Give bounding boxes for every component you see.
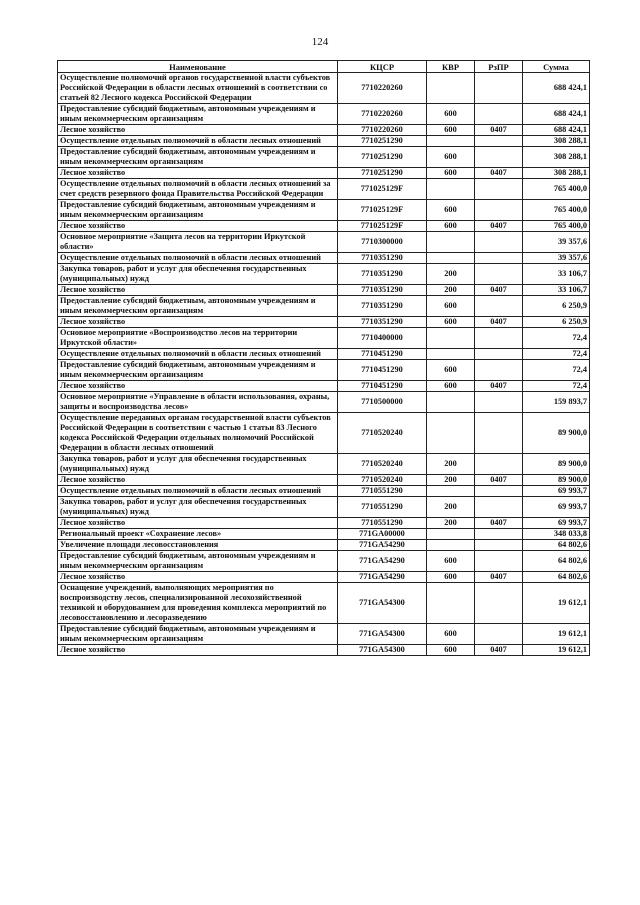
cell-kcsr: 7710551290 xyxy=(338,497,427,518)
cell-rzpr xyxy=(475,253,523,264)
column-header-rzpr: РзПР xyxy=(475,61,523,73)
cell-sum: 765 400,0 xyxy=(523,179,590,200)
table-row xyxy=(58,125,590,136)
cell-rzpr xyxy=(475,232,523,253)
cell-kvr: 600 xyxy=(427,125,475,136)
cell-kcsr: 7710351290 xyxy=(338,253,427,264)
cell-kcsr: 7710451290 xyxy=(338,360,427,381)
table-row xyxy=(58,253,590,264)
cell-kcsr: 7710551290 xyxy=(338,486,427,497)
cell-name: Предоставление субсидий бюджетным, автономным учреждениям и иным некоммерческим организациям xyxy=(58,147,338,168)
cell-kcsr: 771GA54300 xyxy=(338,645,427,656)
cell-name: Осуществление отдельных полномочий в области лесных отношений xyxy=(58,486,338,497)
table-row xyxy=(58,540,590,551)
cell-name: Лесное хозяйство xyxy=(58,221,338,232)
cell-rzpr xyxy=(475,136,523,147)
cell-kvr xyxy=(427,583,475,624)
cell-kvr xyxy=(427,529,475,540)
cell-rzpr: 0407 xyxy=(475,518,523,529)
cell-rzpr xyxy=(475,486,523,497)
cell-rzpr xyxy=(475,413,523,454)
cell-rzpr xyxy=(475,328,523,349)
cell-kvr: 200 xyxy=(427,475,475,486)
table-row xyxy=(58,497,590,518)
cell-sum: 64 802,6 xyxy=(523,572,590,583)
cell-name: Осуществление отдельных полномочий в области лесных отношений за счет средств резервного фонда Правительства Российской Федерации xyxy=(58,179,338,200)
cell-name: Лесное хозяйство xyxy=(58,317,338,328)
cell-name: Осуществление отдельных полномочий в области лесных отношений xyxy=(58,136,338,147)
cell-kcsr: 771025129F xyxy=(338,200,427,221)
cell-sum: 308 288,1 xyxy=(523,168,590,179)
cell-rzpr xyxy=(475,551,523,572)
cell-sum: 33 106,7 xyxy=(523,264,590,285)
cell-kvr: 600 xyxy=(427,147,475,168)
cell-kvr xyxy=(427,413,475,454)
cell-name: Предоставление субсидий бюджетным, автономным учреждениям и иным некоммерческим организациям xyxy=(58,624,338,645)
cell-kvr: 600 xyxy=(427,200,475,221)
column-header-kvr: КВР xyxy=(427,61,475,73)
cell-name: Региональный проект «Сохранение лесов» xyxy=(58,529,338,540)
cell-kvr: 200 xyxy=(427,454,475,475)
table-row xyxy=(58,551,590,572)
cell-rzpr xyxy=(475,454,523,475)
cell-kvr: 600 xyxy=(427,551,475,572)
cell-sum: 688 424,1 xyxy=(523,73,590,104)
cell-kcsr: 7710520240 xyxy=(338,475,427,486)
cell-sum: 69 993,7 xyxy=(523,518,590,529)
cell-sum: 72,4 xyxy=(523,381,590,392)
cell-name: Осуществление отдельных полномочий в области лесных отношений xyxy=(58,253,338,264)
cell-kcsr: 771025129F xyxy=(338,221,427,232)
table-row xyxy=(58,73,590,104)
table-row xyxy=(58,360,590,381)
column-header-kcsr: КЦСР xyxy=(338,61,427,73)
cell-sum: 33 106,7 xyxy=(523,285,590,296)
cell-name: Осуществление полномочий органов государственной власти субъектов Российской Федерации в области лесных отношений в соответствии со статьей 82 Лесного кодекса Российской Федерации xyxy=(58,73,338,104)
table-row xyxy=(58,518,590,529)
table-row xyxy=(58,392,590,413)
cell-kcsr: 771025129F xyxy=(338,179,427,200)
column-header-name: Наименование xyxy=(58,61,338,73)
table-row xyxy=(58,232,590,253)
cell-rzpr: 0407 xyxy=(475,317,523,328)
cell-sum: 6 250,9 xyxy=(523,317,590,328)
cell-name: Лесное хозяйство xyxy=(58,285,338,296)
cell-sum: 348 033,8 xyxy=(523,529,590,540)
cell-rzpr xyxy=(475,349,523,360)
cell-kcsr: 7710451290 xyxy=(338,381,427,392)
cell-kvr: 200 xyxy=(427,518,475,529)
cell-kvr: 600 xyxy=(427,624,475,645)
cell-name: Осуществление отдельных полномочий в области лесных отношений xyxy=(58,349,338,360)
table-row xyxy=(58,583,590,624)
cell-name: Предоставление субсидий бюджетным, автономным учреждениям и иным некоммерческим организациям xyxy=(58,104,338,125)
cell-kcsr: 7710500000 xyxy=(338,392,427,413)
cell-kvr: 200 xyxy=(427,497,475,518)
table-body xyxy=(58,73,590,656)
cell-sum: 19 612,1 xyxy=(523,645,590,656)
cell-kvr: 600 xyxy=(427,645,475,656)
cell-kvr: 200 xyxy=(427,285,475,296)
cell-kcsr: 7710251290 xyxy=(338,168,427,179)
cell-sum: 765 400,0 xyxy=(523,221,590,232)
cell-kcsr: 7710251290 xyxy=(338,147,427,168)
table-row xyxy=(58,221,590,232)
cell-sum: 308 288,1 xyxy=(523,147,590,168)
cell-kcsr: 771GA54290 xyxy=(338,540,427,551)
cell-kcsr: 7710351290 xyxy=(338,285,427,296)
cell-kcsr: 7710220260 xyxy=(338,125,427,136)
cell-rzpr: 0407 xyxy=(475,645,523,656)
cell-rzpr xyxy=(475,200,523,221)
table-row xyxy=(58,349,590,360)
cell-sum: 64 802,6 xyxy=(523,551,590,572)
cell-rzpr: 0407 xyxy=(475,168,523,179)
cell-name: Лесное хозяйство xyxy=(58,645,338,656)
table-row xyxy=(58,296,590,317)
cell-name: Предоставление субсидий бюджетным, автономным учреждениям и иным некоммерческим организациям xyxy=(58,296,338,317)
cell-name: Лесное хозяйство xyxy=(58,572,338,583)
table-row xyxy=(58,381,590,392)
table-row xyxy=(58,317,590,328)
cell-kvr: 600 xyxy=(427,381,475,392)
table-row xyxy=(58,413,590,454)
cell-sum: 159 893,7 xyxy=(523,392,590,413)
cell-kvr xyxy=(427,540,475,551)
cell-rzpr xyxy=(475,296,523,317)
table-row xyxy=(58,624,590,645)
cell-kcsr: 7710400000 xyxy=(338,328,427,349)
cell-rzpr xyxy=(475,497,523,518)
cell-name: Предоставление субсидий бюджетным, автономным учреждениям и иным некоммерческим организациям xyxy=(58,200,338,221)
cell-rzpr xyxy=(475,624,523,645)
cell-kcsr: 7710551290 xyxy=(338,518,427,529)
cell-sum: 69 993,7 xyxy=(523,497,590,518)
cell-sum: 69 993,7 xyxy=(523,486,590,497)
cell-name: Лесное хозяйство xyxy=(58,381,338,392)
cell-name: Увеличение площади лесовосстановления xyxy=(58,540,338,551)
cell-kcsr: 771GA54290 xyxy=(338,572,427,583)
cell-name: Лесное хозяйство xyxy=(58,168,338,179)
cell-rzpr xyxy=(475,360,523,381)
cell-sum: 688 424,1 xyxy=(523,104,590,125)
cell-kcsr: 7710351290 xyxy=(338,317,427,328)
cell-kvr xyxy=(427,73,475,104)
budget-table xyxy=(57,60,590,656)
cell-sum: 19 612,1 xyxy=(523,583,590,624)
cell-kvr: 600 xyxy=(427,296,475,317)
cell-rzpr: 0407 xyxy=(475,221,523,232)
cell-name: Лесное хозяйство xyxy=(58,125,338,136)
cell-rzpr: 0407 xyxy=(475,572,523,583)
cell-sum: 72,4 xyxy=(523,360,590,381)
cell-sum: 72,4 xyxy=(523,328,590,349)
cell-name: Закупка товаров, работ и услуг для обеспечения государственных (муниципальных) нужд xyxy=(58,454,338,475)
cell-kvr xyxy=(427,392,475,413)
table-row xyxy=(58,179,590,200)
table-row xyxy=(58,645,590,656)
cell-kvr xyxy=(427,486,475,497)
cell-sum: 64 802,6 xyxy=(523,540,590,551)
cell-rzpr: 0407 xyxy=(475,475,523,486)
cell-rzpr xyxy=(475,529,523,540)
cell-sum: 308 288,1 xyxy=(523,136,590,147)
cell-name: Основное мероприятие «Управление в области использования, охраны, защиты и воспроизводства лесов» xyxy=(58,392,338,413)
cell-rzpr xyxy=(475,540,523,551)
cell-rzpr xyxy=(475,147,523,168)
cell-kcsr: 7710220260 xyxy=(338,104,427,125)
cell-kcsr: 7710520240 xyxy=(338,413,427,454)
table-row xyxy=(58,147,590,168)
cell-kcsr: 771GA54290 xyxy=(338,551,427,572)
cell-name: Лесное хозяйство xyxy=(58,518,338,529)
cell-kvr: 600 xyxy=(427,317,475,328)
cell-name: Оснащение учреждений, выполняющих мероприятия по воспроизводству лесов, специализированной лесохозяйственной техникой и оборудованием для проведения комплекса мероприятий по лесовосстановлению и лесоразведению xyxy=(58,583,338,624)
cell-rzpr: 0407 xyxy=(475,125,523,136)
table-row xyxy=(58,572,590,583)
table-row xyxy=(58,200,590,221)
cell-name: Предоставление субсидий бюджетным, автономным учреждениям и иным некоммерческим организациям xyxy=(58,360,338,381)
cell-kcsr: 7710300000 xyxy=(338,232,427,253)
cell-kvr: 600 xyxy=(427,168,475,179)
cell-name: Лесное хозяйство xyxy=(58,475,338,486)
cell-kcsr: 7710451290 xyxy=(338,349,427,360)
cell-kvr: 200 xyxy=(427,264,475,285)
cell-name: Основное мероприятие «Защита лесов на территории Иркутской области» xyxy=(58,232,338,253)
cell-kcsr: 771GA00000 xyxy=(338,529,427,540)
table-row xyxy=(58,136,590,147)
cell-rzpr xyxy=(475,392,523,413)
cell-kcsr: 7710351290 xyxy=(338,296,427,317)
cell-name: Закупка товаров, работ и услуг для обеспечения государственных (муниципальных) нужд xyxy=(58,497,338,518)
cell-name: Закупка товаров, работ и услуг для обеспечения государственных (муниципальных) нужд xyxy=(58,264,338,285)
cell-sum: 89 900,0 xyxy=(523,475,590,486)
cell-rzpr: 0407 xyxy=(475,381,523,392)
table-row xyxy=(58,104,590,125)
cell-rzpr xyxy=(475,73,523,104)
cell-sum: 688 424,1 xyxy=(523,125,590,136)
cell-kvr xyxy=(427,179,475,200)
cell-rzpr: 0407 xyxy=(475,285,523,296)
cell-sum: 6 250,9 xyxy=(523,296,590,317)
cell-kcsr: 771GA54300 xyxy=(338,583,427,624)
cell-sum: 89 900,0 xyxy=(523,454,590,475)
table-row xyxy=(58,264,590,285)
cell-kvr xyxy=(427,232,475,253)
page-number: 124 xyxy=(311,36,329,48)
cell-kvr xyxy=(427,349,475,360)
cell-kcsr: 771GA54300 xyxy=(338,624,427,645)
cell-name: Предоставление субсидий бюджетным, автономным учреждениям и иным некоммерческим организациям xyxy=(58,551,338,572)
table-row xyxy=(58,475,590,486)
table-row xyxy=(58,168,590,179)
cell-sum: 765 400,0 xyxy=(523,200,590,221)
cell-kvr: 600 xyxy=(427,572,475,583)
cell-kvr: 600 xyxy=(427,104,475,125)
cell-sum: 39 357,6 xyxy=(523,253,590,264)
cell-kcsr: 7710251290 xyxy=(338,136,427,147)
cell-kvr: 600 xyxy=(427,221,475,232)
table-header-row xyxy=(58,61,590,73)
column-header-sum: Сумма xyxy=(523,61,590,73)
cell-sum: 72,4 xyxy=(523,349,590,360)
cell-kcsr: 7710220260 xyxy=(338,73,427,104)
cell-rzpr xyxy=(475,583,523,624)
table-row xyxy=(58,454,590,475)
cell-kvr xyxy=(427,136,475,147)
cell-rzpr xyxy=(475,179,523,200)
cell-rzpr xyxy=(475,264,523,285)
cell-sum: 19 612,1 xyxy=(523,624,590,645)
cell-name: Осуществление переданных органам государственной власти субъектов Российской Федерации в соответствии с частью 1 статьи 83 Лесного кодекса Российской Федерации отдельных полномочий Российской Федерации в области лесных отношений xyxy=(58,413,338,454)
table-row xyxy=(58,328,590,349)
cell-sum: 39 357,6 xyxy=(523,232,590,253)
cell-kcsr: 7710520240 xyxy=(338,454,427,475)
cell-kvr: 600 xyxy=(427,360,475,381)
table-row xyxy=(58,285,590,296)
cell-name: Основное мероприятие «Воспроизводство лесов на территории Иркутской области» xyxy=(58,328,338,349)
cell-sum: 89 900,0 xyxy=(523,413,590,454)
table-row xyxy=(58,486,590,497)
cell-kvr xyxy=(427,328,475,349)
cell-kvr xyxy=(427,253,475,264)
table-row xyxy=(58,529,590,540)
cell-kcsr: 7710351290 xyxy=(338,264,427,285)
cell-rzpr xyxy=(475,104,523,125)
